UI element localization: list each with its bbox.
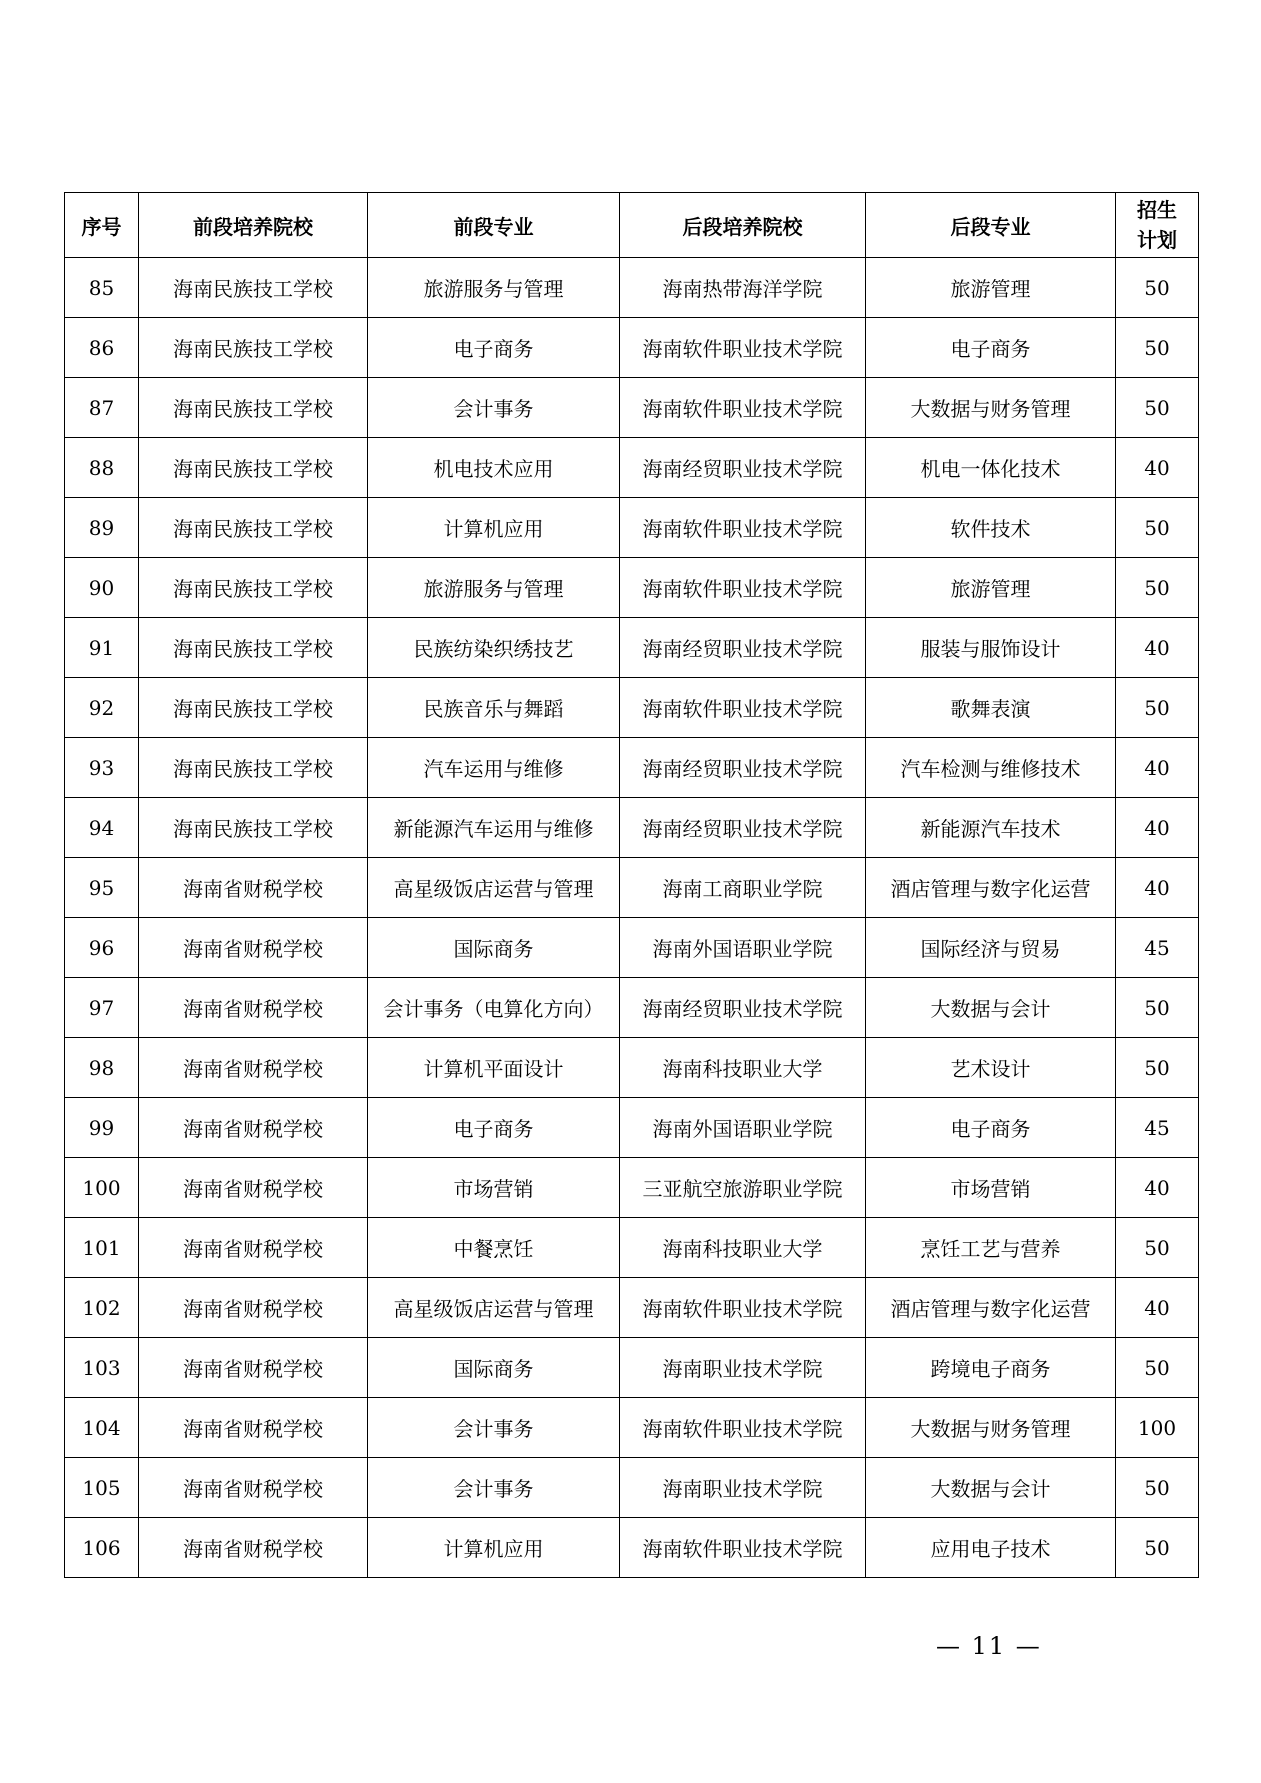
cell-index: 101: [65, 1218, 139, 1278]
cell-back-major: 酒店管理与数字化运营: [866, 1278, 1116, 1338]
page-number: — 11 —: [936, 1632, 1042, 1660]
table-row: [65, 558, 1199, 618]
cell-enrollment-plan: 50: [1116, 258, 1199, 318]
table-row: [65, 1278, 1199, 1338]
cell-front-school: 海南省财税学校: [139, 1278, 368, 1338]
cell-back-major: 大数据与财务管理: [866, 378, 1116, 438]
header-enrollment-plan: [1116, 193, 1199, 258]
cell-front-school: 海南民族技工学校: [139, 378, 368, 438]
cell-index: 98: [65, 1038, 139, 1098]
cell-front-school: 海南民族技工学校: [139, 558, 368, 618]
cell-index: 94: [65, 798, 139, 858]
table-row: [65, 738, 1199, 798]
cell-index: 102: [65, 1278, 139, 1338]
cell-front-school: 海南民族技工学校: [139, 258, 368, 318]
cell-enrollment-plan: 50: [1116, 1518, 1199, 1578]
cell-front-school: 海南民族技工学校: [139, 318, 368, 378]
cell-back-major: 电子商务: [866, 318, 1116, 378]
cell-back-major: 酒店管理与数字化运营: [866, 858, 1116, 918]
table-row: [65, 1398, 1199, 1458]
cell-enrollment-plan: 50: [1116, 1038, 1199, 1098]
cell-front-school: 海南民族技工学校: [139, 678, 368, 738]
enrollment-plan-table: [64, 192, 1199, 1578]
cell-front-school: 海南民族技工学校: [139, 618, 368, 678]
cell-enrollment-plan: 50: [1116, 558, 1199, 618]
cell-front-major: 高星级饭店运营与管理: [368, 1278, 620, 1338]
cell-front-school: 海南省财税学校: [139, 1098, 368, 1158]
header-back-school: 后段培养院校: [620, 193, 866, 258]
cell-front-school: 海南省财税学校: [139, 978, 368, 1038]
cell-front-school: 海南省财税学校: [139, 1338, 368, 1398]
cell-back-major: 汽车检测与维修技术: [866, 738, 1116, 798]
cell-front-major: 电子商务: [368, 1098, 620, 1158]
cell-back-school: 海南软件职业技术学院: [620, 498, 866, 558]
table-row: [65, 798, 1199, 858]
cell-back-major: 旅游管理: [866, 258, 1116, 318]
cell-enrollment-plan: 50: [1116, 318, 1199, 378]
cell-front-school: 海南省财税学校: [139, 1458, 368, 1518]
table-row: [65, 1038, 1199, 1098]
cell-enrollment-plan: 50: [1116, 1338, 1199, 1398]
cell-front-major: 中餐烹饪: [368, 1218, 620, 1278]
table-row: [65, 858, 1199, 918]
cell-enrollment-plan: 50: [1116, 1218, 1199, 1278]
cell-enrollment-plan: 50: [1116, 978, 1199, 1038]
cell-back-major: 新能源汽车技术: [866, 798, 1116, 858]
header-back-major: 后段专业: [866, 193, 1116, 258]
cell-back-school: 海南软件职业技术学院: [620, 558, 866, 618]
cell-front-major: 会计事务: [368, 1398, 620, 1458]
cell-enrollment-plan: 50: [1116, 678, 1199, 738]
cell-enrollment-plan: 40: [1116, 1158, 1199, 1218]
cell-front-major: 新能源汽车运用与维修: [368, 798, 620, 858]
cell-front-major: 计算机平面设计: [368, 1038, 620, 1098]
cell-back-major: 市场营销: [866, 1158, 1116, 1218]
cell-back-school: 海南外国语职业学院: [620, 918, 866, 978]
cell-front-school: 海南省财税学校: [139, 1158, 368, 1218]
cell-front-major: 电子商务: [368, 318, 620, 378]
cell-back-major: 歌舞表演: [866, 678, 1116, 738]
cell-front-school: 海南省财税学校: [139, 918, 368, 978]
table-row: [65, 978, 1199, 1038]
table-row: [65, 918, 1199, 978]
cell-index: 92: [65, 678, 139, 738]
cell-back-major: 大数据与会计: [866, 978, 1116, 1038]
cell-index: 86: [65, 318, 139, 378]
cell-index: 103: [65, 1338, 139, 1398]
cell-back-major: 电子商务: [866, 1098, 1116, 1158]
cell-back-major: 大数据与财务管理: [866, 1398, 1116, 1458]
cell-back-major: 跨境电子商务: [866, 1338, 1116, 1398]
cell-back-school: 海南经贸职业技术学院: [620, 798, 866, 858]
header-plan-line1: 招生: [1137, 198, 1177, 222]
header-front-major: 前段专业: [368, 193, 620, 258]
cell-front-major: 汽车运用与维修: [368, 738, 620, 798]
table-row: [65, 318, 1199, 378]
cell-back-school: 海南工商职业学院: [620, 858, 866, 918]
cell-back-school: 三亚航空旅游职业学院: [620, 1158, 866, 1218]
cell-front-school: 海南民族技工学校: [139, 438, 368, 498]
cell-back-school: 海南热带海洋学院: [620, 258, 866, 318]
cell-front-school: 海南民族技工学校: [139, 738, 368, 798]
table-row: [65, 1218, 1199, 1278]
cell-front-major: 民族纺染织绣技艺: [368, 618, 620, 678]
table-row: [65, 618, 1199, 678]
table-row: [65, 1158, 1199, 1218]
table-row: [65, 1098, 1199, 1158]
cell-front-school: 海南省财税学校: [139, 1038, 368, 1098]
cell-front-major: 旅游服务与管理: [368, 258, 620, 318]
cell-index: 104: [65, 1398, 139, 1458]
table-header: [65, 193, 1199, 258]
cell-back-major: 烹饪工艺与营养: [866, 1218, 1116, 1278]
cell-front-school: 海南民族技工学校: [139, 798, 368, 858]
cell-front-major: 会计事务（电算化方向）: [368, 978, 620, 1038]
header-plan-line2: 计划: [1137, 228, 1177, 252]
cell-enrollment-plan: 40: [1116, 738, 1199, 798]
cell-front-major: 旅游服务与管理: [368, 558, 620, 618]
cell-front-major: 计算机应用: [368, 1518, 620, 1578]
cell-front-major: 高星级饭店运营与管理: [368, 858, 620, 918]
cell-back-major: 服装与服饰设计: [866, 618, 1116, 678]
cell-enrollment-plan: 40: [1116, 798, 1199, 858]
cell-index: 85: [65, 258, 139, 318]
header-index: 序号: [65, 193, 139, 258]
cell-back-school: 海南软件职业技术学院: [620, 678, 866, 738]
cell-index: 89: [65, 498, 139, 558]
cell-front-major: 机电技术应用: [368, 438, 620, 498]
table-row: [65, 1518, 1199, 1578]
cell-front-school: 海南省财税学校: [139, 858, 368, 918]
cell-back-school: 海南科技职业大学: [620, 1218, 866, 1278]
table-row: [65, 258, 1199, 318]
cell-back-school: 海南职业技术学院: [620, 1338, 866, 1398]
cell-front-major: 市场营销: [368, 1158, 620, 1218]
cell-back-school: 海南软件职业技术学院: [620, 1398, 866, 1458]
cell-enrollment-plan: 45: [1116, 1098, 1199, 1158]
cell-index: 88: [65, 438, 139, 498]
cell-back-major: 机电一体化技术: [866, 438, 1116, 498]
cell-enrollment-plan: 40: [1116, 858, 1199, 918]
cell-index: 100: [65, 1158, 139, 1218]
cell-index: 95: [65, 858, 139, 918]
cell-front-school: 海南省财税学校: [139, 1518, 368, 1578]
cell-enrollment-plan: 50: [1116, 1458, 1199, 1518]
cell-index: 93: [65, 738, 139, 798]
cell-back-major: 旅游管理: [866, 558, 1116, 618]
cell-front-school: 海南省财税学校: [139, 1218, 368, 1278]
cell-front-school: 海南省财税学校: [139, 1398, 368, 1458]
cell-index: 87: [65, 378, 139, 438]
cell-enrollment-plan: 45: [1116, 918, 1199, 978]
header-row: [65, 193, 1199, 258]
table-row: [65, 438, 1199, 498]
cell-front-major: 民族音乐与舞蹈: [368, 678, 620, 738]
cell-enrollment-plan: 40: [1116, 1278, 1199, 1338]
cell-back-school: 海南经贸职业技术学院: [620, 618, 866, 678]
cell-back-major: 艺术设计: [866, 1038, 1116, 1098]
cell-front-major: 计算机应用: [368, 498, 620, 558]
cell-front-school: 海南民族技工学校: [139, 498, 368, 558]
cell-back-school: 海南软件职业技术学院: [620, 318, 866, 378]
cell-front-major: 会计事务: [368, 1458, 620, 1518]
cell-back-school: 海南经贸职业技术学院: [620, 438, 866, 498]
cell-back-school: 海南软件职业技术学院: [620, 1518, 866, 1578]
cell-index: 105: [65, 1458, 139, 1518]
cell-index: 96: [65, 918, 139, 978]
cell-back-school: 海南外国语职业学院: [620, 1098, 866, 1158]
cell-front-major: 国际商务: [368, 918, 620, 978]
cell-index: 91: [65, 618, 139, 678]
cell-enrollment-plan: 40: [1116, 618, 1199, 678]
cell-back-major: 大数据与会计: [866, 1458, 1116, 1518]
cell-front-major: 会计事务: [368, 378, 620, 438]
cell-index: 97: [65, 978, 139, 1038]
cell-back-major: 国际经济与贸易: [866, 918, 1116, 978]
cell-enrollment-plan: 40: [1116, 438, 1199, 498]
table-row: [65, 1338, 1199, 1398]
cell-back-school: 海南软件职业技术学院: [620, 1278, 866, 1338]
table-row: [65, 678, 1199, 738]
cell-back-major: 应用电子技术: [866, 1518, 1116, 1578]
header-front-school: 前段培养院校: [139, 193, 368, 258]
cell-back-school: 海南软件职业技术学院: [620, 378, 866, 438]
cell-index: 99: [65, 1098, 139, 1158]
cell-enrollment-plan: 50: [1116, 378, 1199, 438]
cell-back-school: 海南经贸职业技术学院: [620, 978, 866, 1038]
cell-back-school: 海南科技职业大学: [620, 1038, 866, 1098]
cell-index: 90: [65, 558, 139, 618]
cell-enrollment-plan: 100: [1116, 1398, 1199, 1458]
table-body: [65, 258, 1199, 1578]
cell-index: 106: [65, 1518, 139, 1578]
cell-back-school: 海南经贸职业技术学院: [620, 738, 866, 798]
table-row: [65, 498, 1199, 558]
cell-back-major: 软件技术: [866, 498, 1116, 558]
cell-front-major: 国际商务: [368, 1338, 620, 1398]
table-row: [65, 1458, 1199, 1518]
cell-back-school: 海南职业技术学院: [620, 1458, 866, 1518]
table-row: [65, 378, 1199, 438]
cell-enrollment-plan: 50: [1116, 498, 1199, 558]
